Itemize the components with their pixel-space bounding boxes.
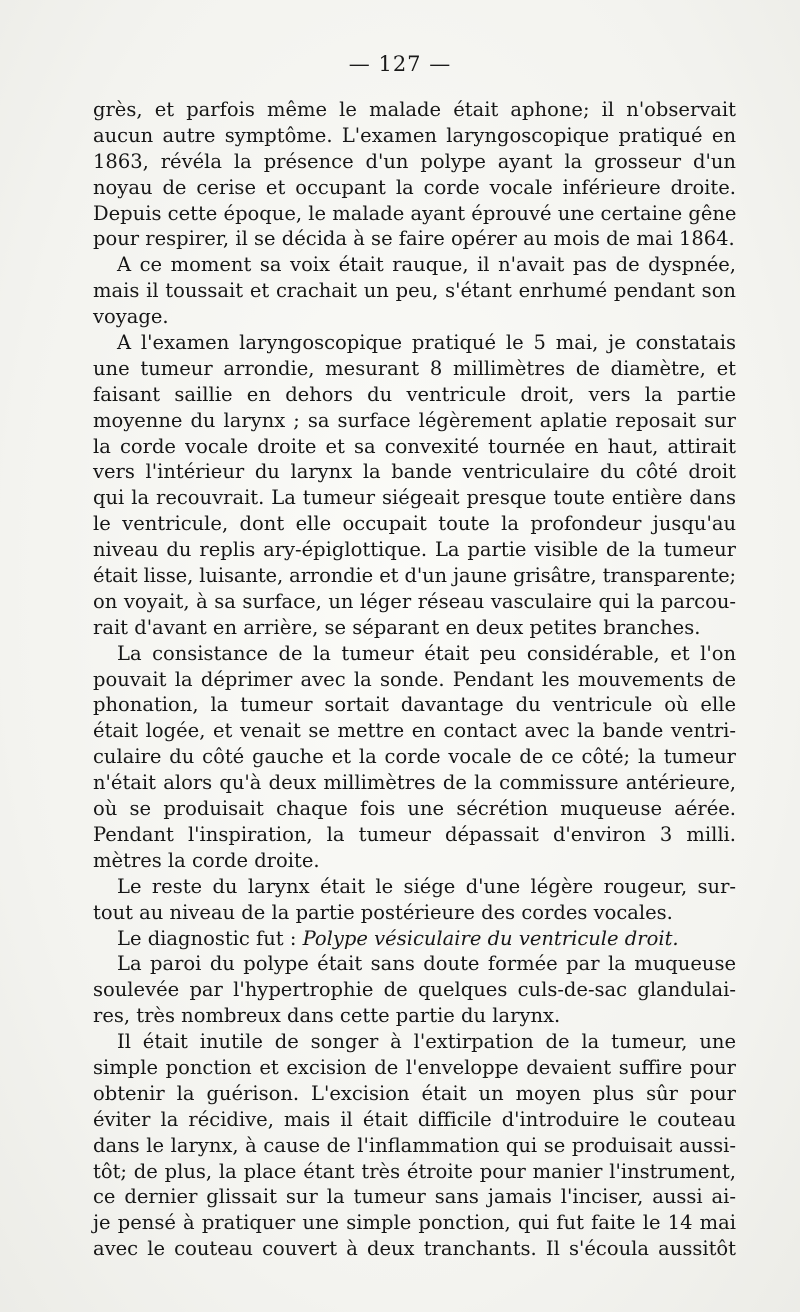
text-line: où se produisait chaque fois une sécrétion muqueuse aérée. [93, 797, 736, 821]
text-line: pour respirer, il se décida à se faire opérer au mois de mai 1864. [93, 227, 735, 251]
text-line: phonation, la tumeur sortait davantage du ventricule où elle [93, 693, 736, 717]
text-line: n'était alors qu'à deux millimètres de la commissure antérieure, [93, 771, 736, 795]
text-line: A l'examen laryngoscopique pratiqué le 5 mai, je constatais [117, 331, 736, 355]
text-line: 1863, révéla la présence d'un polype ayant la grosseur d'un [93, 149, 736, 173]
text-line: res, très nombreux dans cette partie du larynx. [93, 1004, 561, 1028]
text-line: culaire du côté gauche et la corde vocale de ce côté; la tumeur [93, 745, 736, 769]
text-line: une tumeur arrondie, mesurant 8 millimètres de diamètre, et [93, 356, 736, 380]
text-line: était logée, et venait se mettre en contact avec la bande ventri- [93, 719, 736, 743]
text-line: était lisse, luisante, arrondie et d'un jaune grisâtre, transparente; [93, 564, 736, 588]
text-line: simple ponction et excision de l'enveloppe devaient suffire pour [93, 1055, 736, 1079]
text-line: Pendant l'inspiration, la tumeur dépassait d'environ 3 milli. [93, 822, 736, 846]
text-line: faisant saillie en dehors du ventricule droit, vers la partie [93, 382, 736, 406]
text-line: obtenir la guérison. L'excision était un moyen plus sûr pour [93, 1081, 736, 1105]
text-line: vers l'intérieur du larynx la bande ventriculaire du côté droit [93, 460, 736, 484]
text-line: on voyait, à sa surface, un léger réseau vasculaire qui la parcou- [93, 589, 736, 613]
text-line: tout au niveau de la partie postérieure des cordes vocales. [93, 900, 673, 924]
text-line: ce dernier glissait sur la tumeur sans jamais l'inciser, aussi ai- [93, 1185, 736, 1209]
text-line: soulevée par l'hypertrophie de quelques culs-de-sac glandulai- [93, 978, 736, 1002]
text-line: rait d'avant en arrière, se séparant en deux petites branches. [93, 615, 701, 639]
text-line: avec le couteau couvert à deux tranchants. Il s'écoula aussitôt [93, 1237, 736, 1261]
text-line [93, 926, 736, 952]
text-line: mètres la corde droite. [93, 848, 320, 872]
text-line: dans le larynx, à cause de l'inflammation qui se produisait aussi- [93, 1133, 736, 1157]
text-line: la corde vocale droite et sa convexité tournée en haut, attirait [93, 434, 736, 458]
diagnosis-italic: Polype vésiculaire du ventricule droit. [302, 926, 679, 950]
text-line: mais il toussait et crachait un peu, s'étant enrhumé pendant son [93, 279, 736, 303]
text-line: grès, et parfois même le malade était aphone; il n'observait [93, 98, 736, 121]
text-line: La consistance de la tumeur était peu considérable, et l'on [117, 641, 736, 665]
text-line-part: Le diagnostic fut : [117, 926, 303, 950]
text-line: qui la recouvrait. La tumeur siégeait presque toute entière dans [93, 486, 736, 510]
text-line: voyage. [93, 305, 169, 329]
text-line: noyau de cerise et occupant la corde vocale inférieure droite. [93, 175, 736, 199]
page-number: — 127 — [348, 52, 452, 76]
text-line: Il était inutile de songer à l'extirpation de la tumeur, une [117, 1030, 736, 1054]
text-line: tôt; de plus, la place étant très étroite pour manier l'instrument, [93, 1159, 736, 1183]
text-line: je pensé à pratiquer une simple ponction, qui fut faite le 14 mai [93, 1211, 736, 1235]
text-line: niveau du replis ary-épiglottique. La partie visible de la tumeur [93, 538, 736, 562]
text-line: Depuis cette époque, le malade ayant éprouvé une certaine gêne [93, 201, 737, 225]
body-text [93, 97, 736, 1262]
text-line: pouvait la déprimer avec la sonde. Pendant les mouvements de [93, 667, 736, 691]
text-line: le ventricule, dont elle occupait toute la profondeur jusqu'au [93, 512, 736, 536]
text-line: La paroi du polype était sans doute formée par la muqueuse [117, 952, 736, 976]
text-line: Le reste du larynx était le siége d'une légère rougeur, sur- [117, 874, 736, 898]
text-line: A ce moment sa voix était rauque, il n'avait pas de dyspnée, [117, 253, 736, 277]
text-line: moyenne du larynx ; sa surface légèrement aplatie reposait sur [93, 408, 736, 432]
text-line: aucun autre symptôme. L'examen laryngoscopique pratiqué en [93, 123, 736, 147]
text-line: éviter la récidive, mais il était difficile d'introduire le couteau [93, 1107, 736, 1131]
